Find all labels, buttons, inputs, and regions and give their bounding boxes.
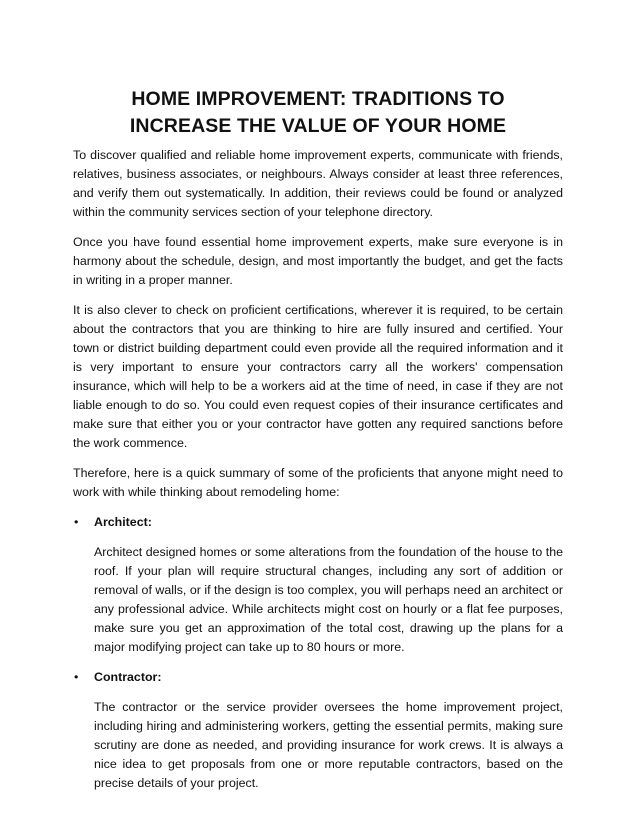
bullet-heading-architect: Architect: bbox=[94, 515, 152, 529]
bullet-marker: • bbox=[74, 670, 79, 684]
bullet-body-architect: Architect designed homes or some alterations from the foundation of the house to the roof. If your plan will require structural changes, including any sort of addition or removal of walls, or if the design is too complex, you will perhaps need an architect or any professional advice. While architects might cost on hourly or a flat fee purposes, make sure you get an approximation of the total cost, drawing up the plans for a major modifying project can take up to 80 hours or more. bbox=[94, 545, 563, 654]
bullet-body-contractor: The contractor or the service provider oversees the home improvement project, including hiring and administering workers, getting the essential permits, making sure scrutiny are done as needed, and providing insurance for work crews. It is always a nice idea to get proposals from one or more reputable contractors, based on the precise details of your project. bbox=[94, 700, 563, 790]
bullet-heading-contractor: Contractor: bbox=[94, 670, 162, 684]
document-page bbox=[73, 86, 563, 804]
paragraph-3: It is also clever to check on proficient certifications, wherever it is required, to be certain about the contractors that you are thinking to hire are fully insured and certified. Your town or district building department could even provide all the required information and it is very important to ensure your contractors carry all the workers' compensation insurance, which will help to be a workers aid at the time of need, in case if they are not liable enough to do so. You could even request copies of their insurance certificates and make sure that either you or your contractor have gotten any required sanctions before the work commence. bbox=[73, 303, 563, 450]
title-line-2: INCREASE THE VALUE OF YOUR HOME bbox=[129, 115, 507, 137]
bullet-architect bbox=[73, 513, 563, 532]
paragraph-1: To discover qualified and reliable home improvement experts, communicate with friends, relatives, business associates, or neighbours. Always consider at least three references, and verify them out systematically. In addition, their reviews could be found or analyzed within the community services section of your telephone directory. bbox=[73, 148, 563, 219]
paragraph-4: Therefore, here is a quick summary of some of the proficients that anyone might need to work with while thinking about remodeling home: bbox=[73, 466, 563, 499]
document-title bbox=[73, 86, 563, 140]
bullet-contractor bbox=[73, 668, 563, 687]
bullet-marker: • bbox=[74, 515, 79, 529]
paragraph-2: Once you have found essential home improvement experts, make sure everyone is in harmony about the schedule, design, and most importantly the budget, and get the facts in writing in a proper manner. bbox=[73, 235, 563, 287]
title-line-1: HOME IMPROVEMENT: TRADITIONS TO bbox=[131, 88, 505, 110]
